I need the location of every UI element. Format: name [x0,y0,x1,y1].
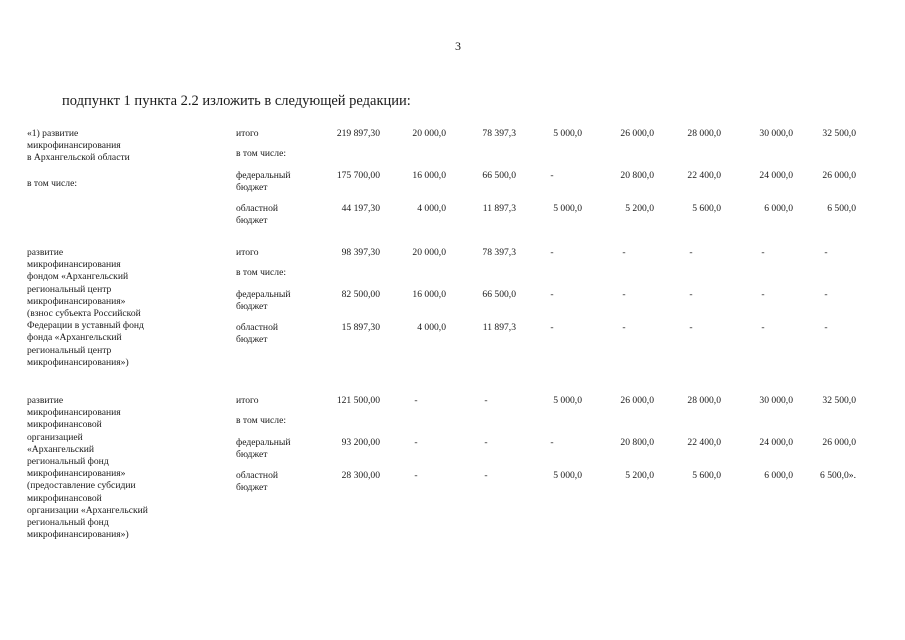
value-cell: 78 397,3 [482,128,516,139]
value-cell: 20 000,0 [412,247,446,258]
value-cell: 5 000,0 [553,203,582,214]
value-cell: 28 000,0 [687,128,721,139]
value-cell: 24 000,0 [759,170,793,181]
value-cell: 32 500,0 [822,395,856,406]
value-cell: 15 897,30 [341,322,380,333]
value-cell: 5 000,0 [553,395,582,406]
value-cell: - [414,395,418,406]
value-cell: - [484,437,488,448]
value-cell: 5 200,0 [625,203,654,214]
value-cell: 4 000,0 [417,203,446,214]
value-cell: 4 000,0 [417,322,446,333]
value-cell: - [484,395,488,406]
value-cell: 20 800,0 [620,170,654,181]
table-row-regional [0,203,905,229]
value-cell: - [414,470,418,481]
value-cell: 26 000,0 [822,170,856,181]
value-cell: 22 400,0 [687,437,721,448]
table-row-regional [0,470,905,496]
value-cell: - [550,322,554,333]
row-label: областной бюджет [236,322,279,345]
value-cell: 20 000,0 [412,128,446,139]
row-label: в том числе: [236,267,287,278]
value-cell: - [414,437,418,448]
table-row-federal [0,437,905,463]
value-cell: 26 000,0 [620,395,654,406]
value-cell: - [689,247,693,258]
row-label: федеральный бюджет [236,289,291,312]
row-label: в том числе: [236,148,287,159]
value-cell: 82 500,00 [341,289,380,300]
row-label: в том числе: [236,415,287,426]
value-cell: - [622,289,626,300]
value-cell: 5 600,0 [692,203,721,214]
section-description: развитие микрофинансирования фондом «Архангельский региональный центр микрофинансирования» (взнос субъекта Российской Федерации в уставный фонд фонда «Архангельский региональный центр микрофинансирования») [27,247,144,368]
value-cell: 98 397,30 [341,247,380,258]
row-label: итого [236,395,259,406]
value-cell: 16 000,0 [412,170,446,181]
value-cell: - [484,470,488,481]
value-cell: 93 200,00 [341,437,380,448]
row-label: областной бюджет [236,203,279,226]
value-cell: - [622,247,626,258]
value-cell: 78 397,3 [482,247,516,258]
value-cell: 6 000,0 [764,203,793,214]
row-label: итого [236,128,259,139]
value-cell: - [761,322,765,333]
value-cell: 11 897,3 [482,203,516,214]
value-cell: 26 000,0 [620,128,654,139]
value-cell: 5 200,0 [625,470,654,481]
value-cell: - [689,322,693,333]
value-cell: 175 700,00 [336,170,380,181]
value-cell: 28 000,0 [687,395,721,406]
value-cell: - [761,247,765,258]
table-row-federal [0,170,905,196]
section-description: «1) развитие микрофинансирования в Архангельской области [27,128,130,164]
value-cell: 20 800,0 [620,437,654,448]
row-label: итого [236,247,259,258]
value-cell: 26 000,0 [822,437,856,448]
value-cell: 66 500,0 [482,170,516,181]
value-cell: - [824,289,828,300]
value-cell: - [550,289,554,300]
value-cell: 11 897,3 [482,322,516,333]
value-cell: - [824,322,828,333]
value-cell: 22 400,0 [687,170,721,181]
value-cell: 6 500,0». [820,470,856,481]
value-cell: - [550,437,554,448]
value-cell: 5 600,0 [692,470,721,481]
section-subdescription: в том числе: [27,178,78,189]
value-cell: 32 500,0 [822,128,856,139]
value-cell: 24 000,0 [759,437,793,448]
value-cell: - [689,289,693,300]
value-cell: 6 500,0 [827,203,856,214]
intro-text: подпункт 1 пункта 2.2 изложить в следующей редакции: [62,93,411,109]
row-label: федеральный бюджет [236,437,291,460]
value-cell: - [550,170,554,181]
value-cell: 5 000,0 [553,470,582,481]
value-cell: 5 000,0 [553,128,582,139]
value-cell: 16 000,0 [412,289,446,300]
value-cell: 30 000,0 [759,128,793,139]
row-label: областной бюджет [236,470,279,493]
row-label: федеральный бюджет [236,170,291,193]
section-description: развитие микрофинансирования микрофинансовой организацией «Архангельский региональный фонд микрофинансирования» (предоставление субсидии микрофинансовой организации «Архангельский региональный фонд микрофинансирования») [27,395,148,541]
table-row-regional [0,322,905,348]
table-row-federal [0,289,905,315]
value-cell: 6 000,0 [764,470,793,481]
page-number: 3 [455,39,461,53]
value-cell: 44 197,30 [341,203,380,214]
value-cell: 121 500,00 [336,395,380,406]
value-cell: 30 000,0 [759,395,793,406]
value-cell: - [824,247,828,258]
value-cell: - [761,289,765,300]
value-cell: - [550,247,554,258]
value-cell: 66 500,0 [482,289,516,300]
value-cell: 28 300,00 [341,470,380,481]
value-cell: - [622,322,626,333]
value-cell: 219 897,30 [336,128,380,139]
